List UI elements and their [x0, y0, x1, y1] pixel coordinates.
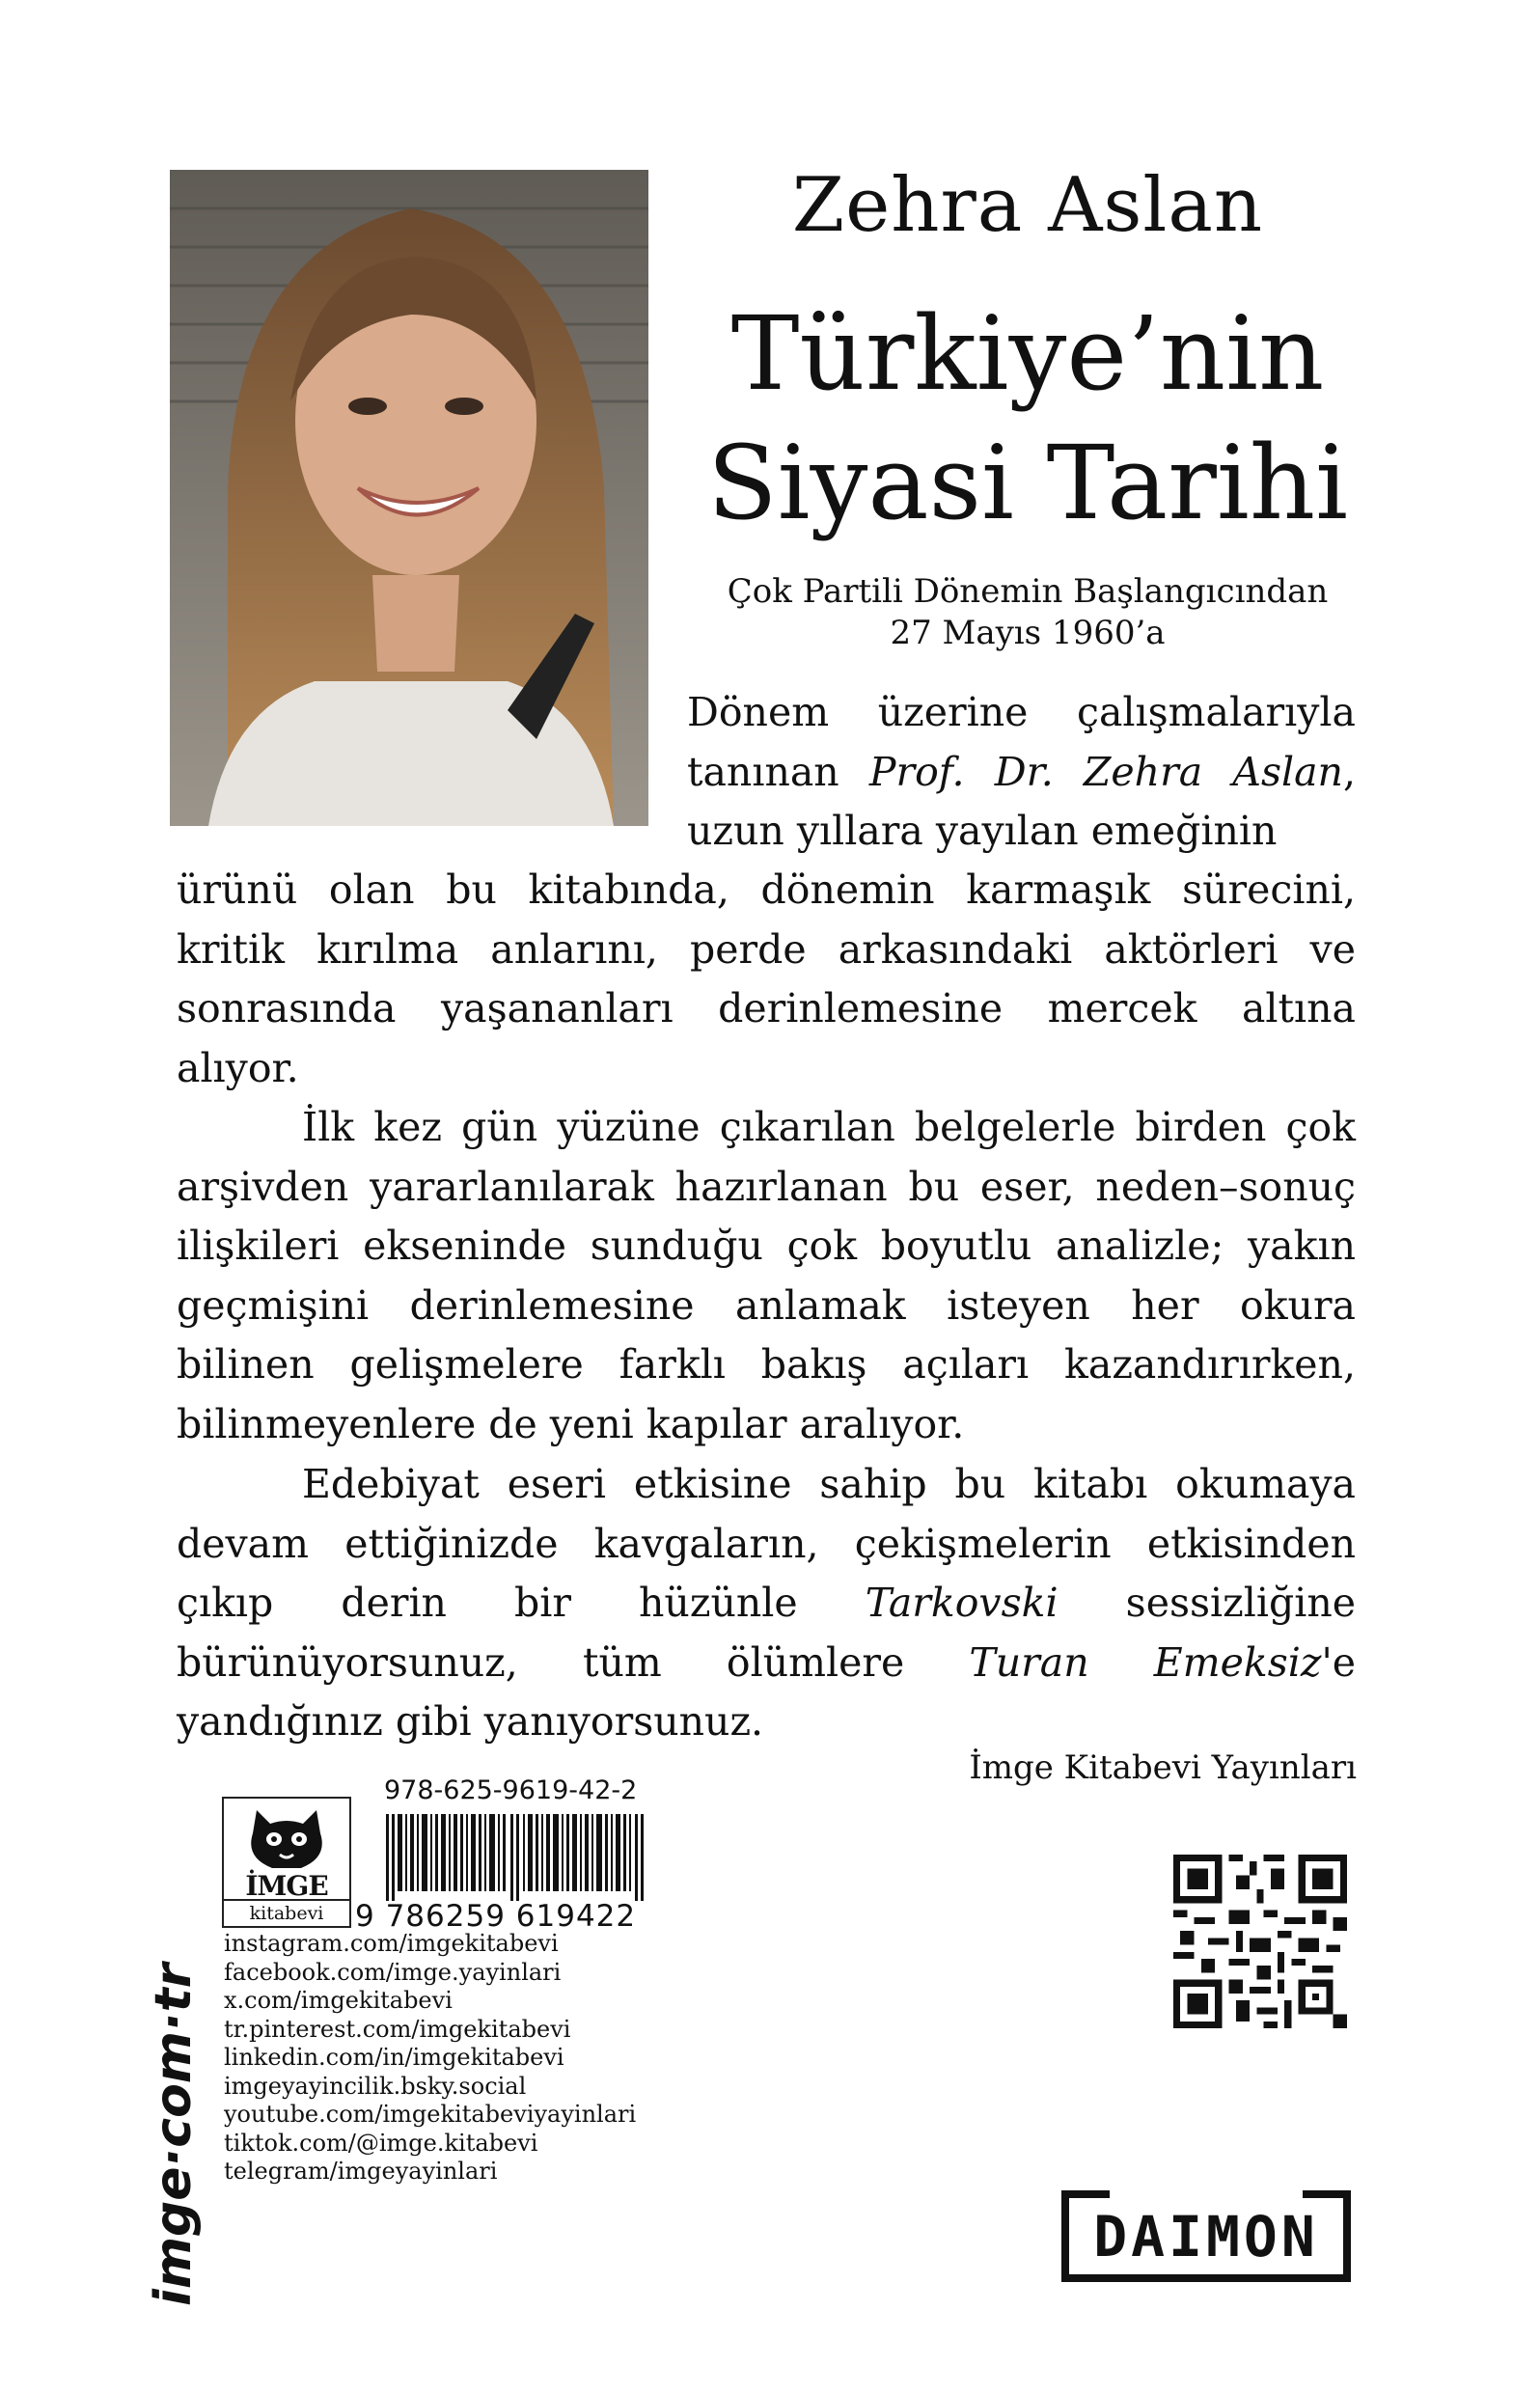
emeksiz-mention: Turan Emeksiz — [969, 1638, 1322, 1686]
social-link[interactable]: youtube.com/imgekitabeviyayinlari — [224, 2101, 637, 2128]
tarkovski-mention: Tarkovski — [865, 1580, 1059, 1626]
blurb-paragraph-1-start — [687, 683, 1356, 862]
social-links — [224, 1930, 636, 2187]
imge-logo-brand: İMGE — [245, 1870, 328, 1902]
social-link[interactable]: instagram.com/imgekitabevi — [224, 1930, 559, 1957]
book-subtitle — [666, 571, 1389, 654]
blurb-paragraph-3 — [177, 1455, 1356, 1752]
cat-icon — [243, 1804, 330, 1872]
blurb-text: 'e yandığınız gibi yanıyorsunuz. — [177, 1638, 1356, 1745]
social-link[interactable]: imgeyayincilik.bsky.social — [224, 2072, 527, 2100]
isbn-number: 978-625-9619-42-2 — [384, 1775, 638, 1805]
daimon-logo — [1061, 2190, 1351, 2282]
publisher-name: İmge Kitabevi Yayınları — [969, 1748, 1357, 1787]
title-line: Siyasi Tarihi — [706, 424, 1348, 542]
social-link[interactable]: x.com/imgekitabevi — [224, 1987, 453, 2014]
blurb-paragraph-2: İlk kez gün yüzüne çıkarılan belgelerle birden çok arşivden yararlanılarak hazırlanan bu eser, neden–sonuç ilişkileri ekseninde sunduğu çok boyutlu analizle; yakın geçmişini derinlemesine anlamak isteyen her okura bilinen gelişmelere farklı bakış açıları kazandırırken, bilinmeyenlere de yeni kapılar aralıyor. — [177, 1104, 1356, 1447]
qr-code — [1173, 1855, 1347, 2028]
blurb-text: sessizliğine bürünüyorsunuz, tüm ölümlere — [177, 1580, 1357, 1686]
social-link[interactable]: facebook.com/imge.yayinlari — [224, 1958, 562, 1986]
subtitle-line: Çok Partili Dönemin Başlangıcından — [727, 572, 1329, 611]
imge-logo — [222, 1797, 351, 1928]
author-credit: Prof. Dr. Zehra Aslan — [868, 748, 1343, 795]
book-title — [666, 289, 1389, 548]
subtitle-line: 27 Mayıs 1960’a — [890, 614, 1166, 652]
author-name: Zehra Aslan — [791, 162, 1264, 249]
social-link[interactable]: telegram/imgeyayinlari — [224, 2158, 498, 2185]
blurb-text: Dönem üzerine çalışmalarıyla tanınan — [687, 689, 1356, 795]
imge-logo-sub: kitabevi — [224, 1899, 349, 1924]
title-line: Türkiye’nin — [730, 294, 1325, 413]
isbn-barcode — [357, 1814, 675, 1901]
author-photo — [170, 170, 648, 826]
blurb-text: , uzun yıllara yayılan emeğinin — [687, 748, 1356, 854]
social-link[interactable]: linkedin.com/in/imgekitabevi — [224, 2044, 564, 2071]
blurb-text: Edebiyat eseri etkisine sahip bu kitabı okumaya devam ettiğinizde kavgaların, çekişmelerin etkisinden çıkıp derin bir hüzünle — [177, 1461, 1356, 1626]
social-link[interactable]: tr.pinterest.com/imgekitabevi — [224, 2015, 571, 2043]
website-vertical — [145, 1853, 203, 2306]
blurb-paragraph-1-end: ürünü olan bu kitabında, dönemin karmaşık sürecini, kritik kırılma anlarını, perde arkasındaki aktörleri ve sonrasında yaşananları derinlemesine mercek altına alıyor. — [177, 866, 1356, 1091]
website-text: imge·com·tr — [145, 1963, 203, 2306]
social-link[interactable]: tiktok.com/@imge.kitabevi — [224, 2129, 538, 2157]
daimon-logo-text: DAIMON — [1093, 2204, 1319, 2269]
barcode-digits: 9 786259 619422 — [355, 1899, 637, 1934]
